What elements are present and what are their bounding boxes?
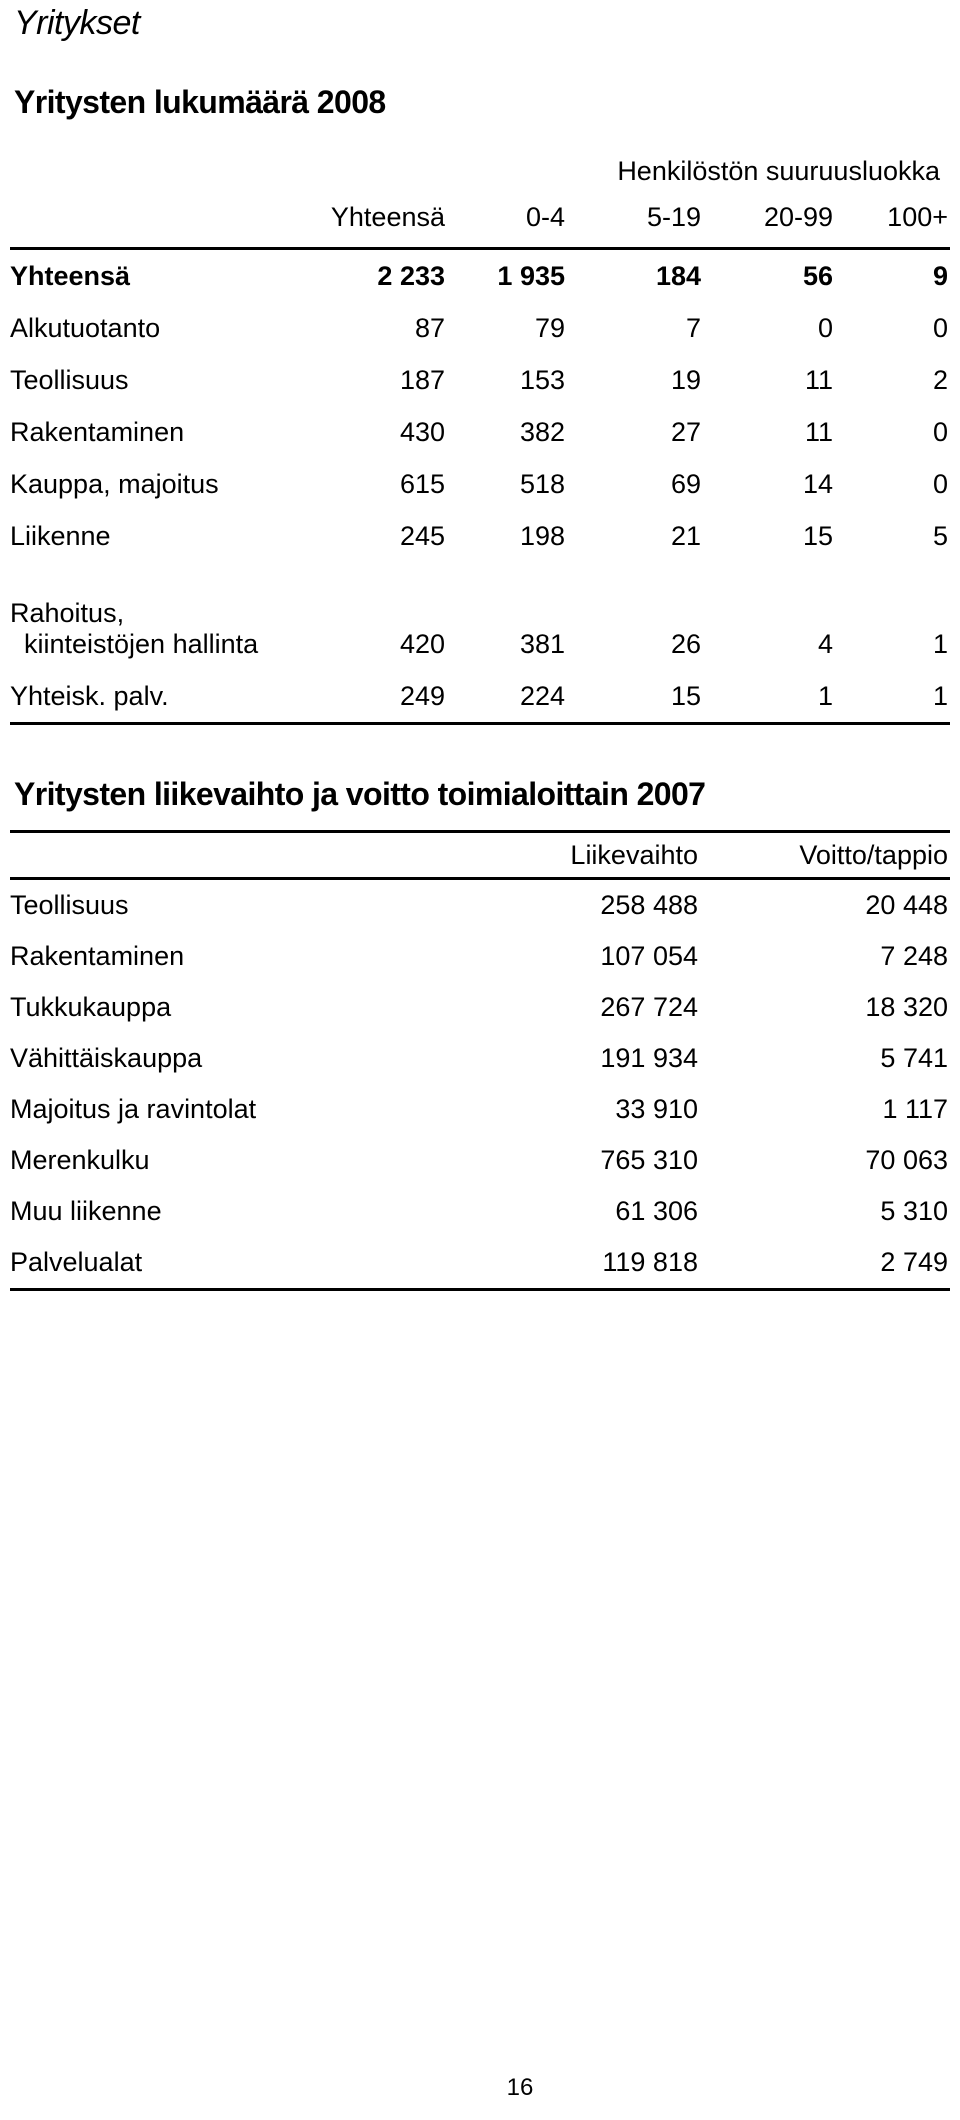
- table-cell: 381: [519, 629, 565, 659]
- table-row: [10, 879, 950, 932]
- table-row: [10, 1084, 950, 1135]
- table-cell: 518: [519, 468, 565, 499]
- row-label: Tukkukauppa: [10, 992, 172, 1022]
- table-cell: 2 749: [700, 1237, 950, 1290]
- row-label: Rakentaminen: [10, 941, 185, 971]
- table-cell: 5 741: [880, 1043, 948, 1073]
- companies-section-title: Yritysten lukumäärä 2008: [14, 84, 386, 120]
- table-row-total: [10, 249, 950, 303]
- table-cell: 198: [519, 520, 565, 551]
- table-cell: 1: [703, 670, 835, 724]
- row-label: Palvelualat: [10, 1237, 460, 1290]
- table-row: [10, 1237, 950, 1290]
- table-row: [10, 354, 950, 406]
- row-label: Majoitus ja ravintolat: [10, 1094, 257, 1124]
- table-cell: 7 248: [880, 941, 948, 971]
- table-cell: 11: [804, 416, 833, 447]
- row-label: Rakentaminen: [10, 416, 185, 447]
- table-cell: 765 310: [600, 1145, 698, 1175]
- turnover-table: [10, 830, 950, 1291]
- table-cell: 19: [670, 364, 701, 395]
- row-label: Teollisuus: [10, 890, 129, 920]
- table-cell: 56: [802, 260, 833, 291]
- column-header: Liikevaihto: [460, 832, 700, 879]
- row-label: Teollisuus: [10, 364, 129, 395]
- table-row: [10, 931, 950, 982]
- table-cell: 20 448: [865, 890, 948, 920]
- table-cell: 1: [835, 670, 950, 724]
- table-cell: 27: [670, 416, 701, 447]
- table-cell: 1 935: [497, 260, 565, 291]
- row-label: Alkutuotanto: [10, 312, 161, 343]
- table-cell: 79: [534, 312, 565, 343]
- table-row: [10, 1033, 950, 1084]
- table-cell: 69: [670, 468, 701, 499]
- table-cell: 1: [932, 629, 948, 659]
- table-cell: 33 910: [615, 1094, 698, 1124]
- column-header: [10, 832, 460, 879]
- table-cell: 1 117: [882, 1094, 948, 1124]
- table-cell: 2 233: [377, 260, 445, 291]
- table-cell: 21: [670, 520, 701, 551]
- page-number: 16: [506, 2074, 534, 2101]
- table-cell: 119 818: [460, 1237, 700, 1290]
- table-cell: 0: [932, 468, 948, 499]
- column-header: Yhteensä: [288, 187, 447, 249]
- table-row: [10, 302, 950, 354]
- table-cell: 15: [802, 520, 833, 551]
- table-cell: 615: [399, 468, 445, 499]
- column-header: [10, 187, 288, 249]
- row-label: [10, 562, 288, 670]
- table-row: [10, 670, 950, 724]
- column-header-row: [10, 832, 950, 879]
- table-cell: 7: [685, 312, 701, 343]
- table-cell: 61 306: [615, 1196, 698, 1226]
- table-cell: 258 488: [600, 890, 698, 920]
- table-cell: 70 063: [865, 1145, 948, 1175]
- table-cell: 5: [932, 520, 948, 551]
- table-row: [10, 458, 950, 510]
- table-cell: 87: [414, 312, 445, 343]
- table-cell: 9: [932, 260, 948, 291]
- table-cell: 382: [519, 416, 565, 447]
- table-cell: 2: [932, 364, 948, 395]
- table-cell: 245: [399, 520, 445, 551]
- table-cell: 0: [932, 416, 948, 447]
- table-cell: 4: [817, 629, 833, 659]
- table-cell: 153: [519, 364, 565, 395]
- row-label: Kauppa, majoitus: [10, 468, 219, 499]
- size-class-header: Henkilöstön suuruusluokka: [617, 156, 940, 186]
- table-cell: 224: [447, 670, 567, 724]
- table-cell: 430: [399, 416, 445, 447]
- column-header: 0-4: [447, 187, 567, 249]
- table-row: [10, 982, 950, 1033]
- table-cell: 184: [655, 260, 701, 291]
- table-cell: 26: [670, 629, 701, 659]
- table-row: [10, 406, 950, 458]
- row-label: Liikenne: [10, 520, 111, 551]
- table-cell: 18 320: [865, 992, 948, 1022]
- column-header-row: [10, 187, 950, 249]
- row-label-line: kiinteistöjen hallinta: [24, 629, 259, 659]
- table-cell: 191 934: [600, 1043, 698, 1073]
- table-cell: 187: [399, 364, 445, 395]
- row-label: Yhteisk. palv.: [10, 670, 288, 724]
- table-cell: 267 724: [600, 992, 698, 1022]
- row-label-line: Rahoitus,: [10, 598, 125, 628]
- table-cell: 420: [399, 629, 445, 659]
- table-row: [10, 1186, 950, 1237]
- table-cell: 107 054: [600, 941, 698, 971]
- table-cell: 0: [817, 312, 833, 343]
- table-row: [10, 510, 950, 562]
- table-cell: 11: [804, 364, 833, 395]
- column-header: 5-19: [567, 187, 703, 249]
- row-label: Vähittäiskauppa: [10, 1043, 203, 1073]
- table-cell: 5 310: [880, 1196, 948, 1226]
- row-label: Yhteensä: [10, 260, 131, 291]
- table-cell: 0: [932, 312, 948, 343]
- table-cell: 15: [567, 670, 703, 724]
- row-label: Muu liikenne: [10, 1196, 162, 1226]
- companies-table: [10, 145, 950, 725]
- turnover-section-title: Yritysten liikevaihto ja voitto toimialoittain 2007: [14, 776, 706, 812]
- column-header: 100+: [835, 187, 950, 249]
- table-row: [10, 562, 950, 670]
- table-row: [10, 1135, 950, 1186]
- table-cell: 14: [802, 468, 833, 499]
- table-cell: 249: [288, 670, 447, 724]
- group-header-row: [10, 145, 950, 187]
- column-header: 20-99: [703, 187, 835, 249]
- column-header: Voitto/tappio: [700, 832, 950, 879]
- page-heading: Yritykset: [14, 4, 140, 42]
- row-label: Merenkulku: [10, 1145, 150, 1175]
